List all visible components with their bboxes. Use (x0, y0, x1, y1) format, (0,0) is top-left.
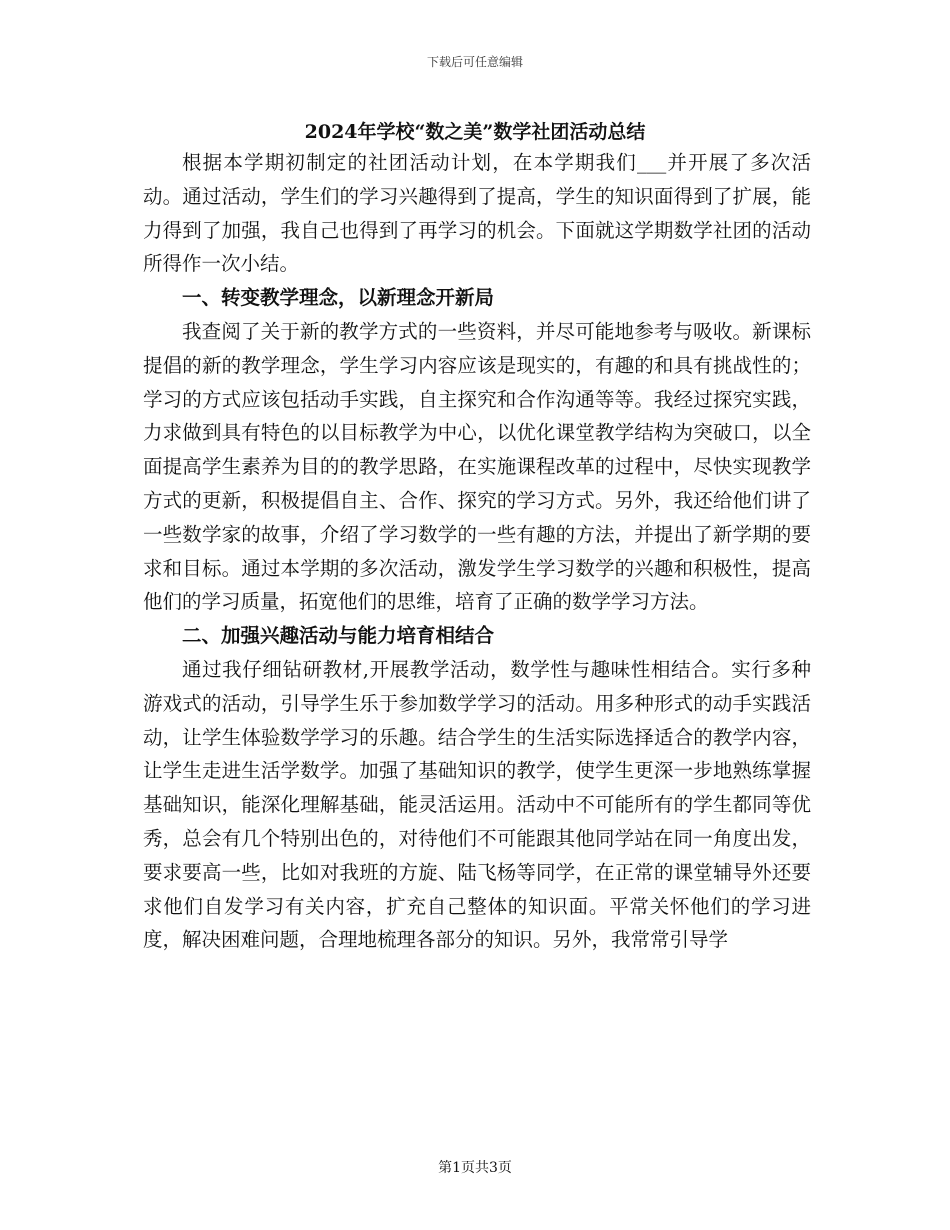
document-title: 2024年学校“数之美”数学社团活动总结 (304, 121, 646, 143)
section-heading-1: 一、转变教学理念，以新理念开新局 (182, 286, 495, 310)
section-1-paragraph: 我查阅了关于新的教学方式的一些资料，并尽可能地参考与吸收。新课标提倡的新的教学理念，学生学习内容应该是现实的，有趣的和具有挑战性的；学习的方式应该包括动手实践，自主探究和合作沟通等等。我经过探究实践，力求做到具有特色的以目标教学为中心，以优化课堂教学结构为突破口，以全面提高学生素养为目的的教学思路，在实施课程改革的过程中，尽快实现教学方式的更新，积极提倡自主、合作、探究的学习方式。另外，我还给他们讲了一些数学家的故事，介绍了学习数学的一些有趣的方法，并提出了新学期的要求和目标。通过本学期的多次活动，激发学生学习数学的兴趣和积极性，提高他们的学习质量，拓宽他们的思维，培育了正确的数学学习方法。 (143, 319, 811, 614)
section-heading-2: 二、加强兴趣活动与能力培育相结合 (182, 624, 495, 648)
header-note: 下载后可任意编辑 (426, 55, 523, 69)
page-number: 第1页共3页 (438, 1160, 512, 1176)
document-body (143, 146, 811, 957)
section-2-paragraph: 通过我仔细钻研教材,开展教学活动，数学性与趣味性相结合。实行多种游戏式的活动，引导学生乐于参加数学学习的活动。用多种形式的动手实践活动，让学生体验数学学习的乐趣。结合学生的生活实际选择适合的教学内容，让学生走进生活学数学。加强了基础知识的教学，使学生更深一步地熟练掌握基础知识，能深化理解基础，能灵活运用。活动中不可能所有的学生都同等优秀，总会有几个特别出色的，对待他们不可能跟其他同学站在同一角度出发，要求要高一些，比如对我班的方旋、陆飞杨等同学，在正常的课堂辅导外还要求他们自发学习有关内容，扩充自己整体的知识面。平常关怀他们的学习进度，解决困难问题，合理地梳理各部分的知识。另外，我常常引导学 (143, 657, 811, 952)
intro-paragraph: 根据本学期初制定的社团活动计划，在本学期我们___并开展了多次活动。通过活动，学生们的学习兴趣得到了提高，学生的知识面得到了扩展，能力得到了加强，我自己也得到了再学习的机会。下面就这学期数学社团的活动所得作一次小结。 (143, 151, 811, 276)
